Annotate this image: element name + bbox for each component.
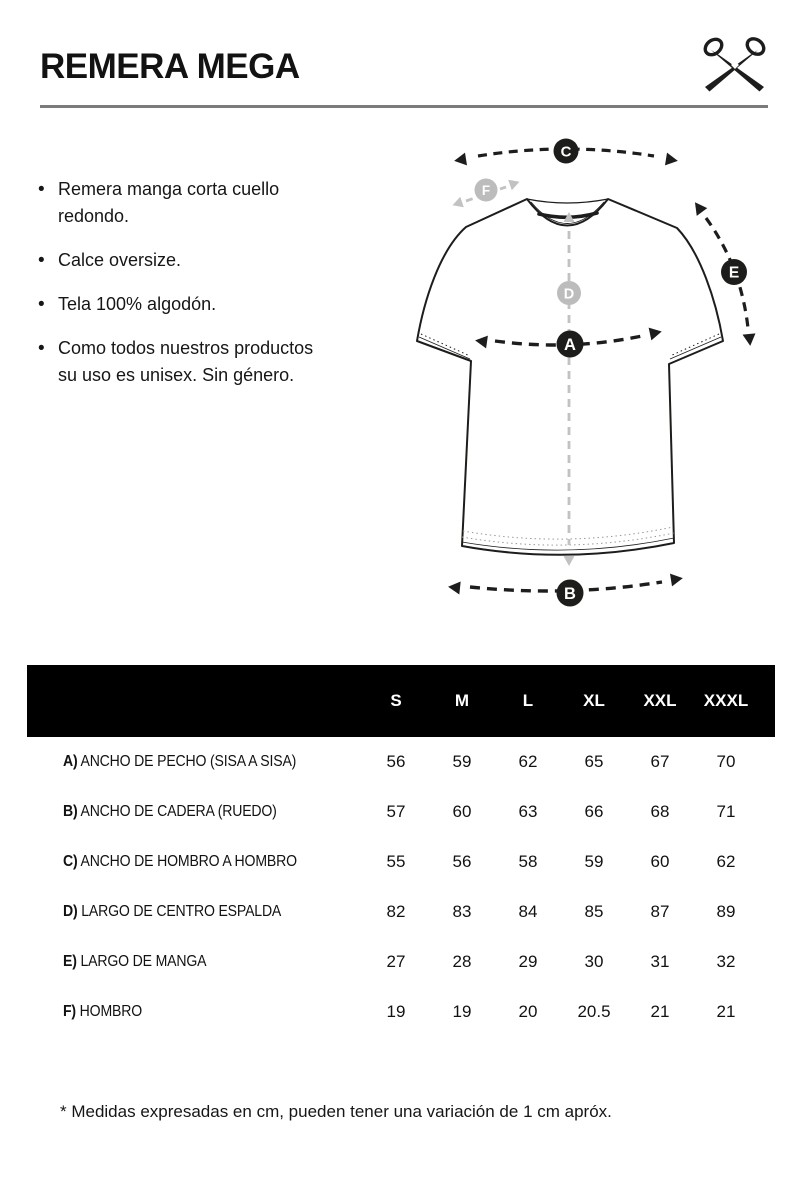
- cell-value: 20: [518, 1002, 538, 1021]
- cell-value: 55: [386, 852, 406, 871]
- cell-value: 65: [584, 752, 604, 771]
- cell-value: 20.5: [577, 1002, 611, 1021]
- cell-value: 29: [518, 952, 538, 971]
- scissors-icon: [696, 30, 772, 98]
- cell-value: 62: [716, 852, 736, 871]
- cell-value: 87: [650, 902, 670, 921]
- marker-b-label: B: [564, 584, 576, 603]
- cell-value: 32: [716, 952, 736, 971]
- cell-value: 82: [386, 902, 406, 921]
- size-table-header: [27, 665, 775, 737]
- row-label: LARGO DE MANGA: [80, 953, 207, 970]
- measurements-footnote: * Medidas expresadas en cm, pueden tener una variación de 1 cm apróx.: [60, 1102, 612, 1121]
- cell-value: 19: [452, 1002, 472, 1021]
- cell-value: 21: [650, 1002, 670, 1021]
- cell-value: 57: [386, 802, 406, 821]
- row-label: ANCHO DE HOMBRO A HOMBRO: [80, 853, 297, 870]
- cell-value: 59: [584, 852, 604, 871]
- cell-value: 89: [716, 902, 736, 921]
- cell-value: 21: [716, 1002, 736, 1021]
- cell-value: 59: [452, 752, 472, 771]
- cell-value: 66: [584, 802, 604, 821]
- row-key: D): [63, 903, 78, 920]
- row-label: ANCHO DE CADERA (RUEDO): [80, 803, 277, 820]
- table-row: [27, 737, 775, 787]
- marker-d-label: D: [563, 286, 575, 303]
- row-label: LARGO DE CENTRO ESPALDA: [81, 903, 282, 920]
- cell-value: 85: [584, 902, 604, 921]
- page-title: REMERA MEGA: [40, 47, 300, 86]
- size-col-xl: XL: [583, 691, 605, 710]
- table-row: [27, 837, 775, 887]
- cell-value: 30: [584, 952, 604, 971]
- header-divider: [40, 105, 768, 108]
- product-description-list: [38, 176, 323, 406]
- cell-value: 71: [716, 802, 736, 821]
- cell-value: 70: [716, 752, 736, 771]
- row-label: ANCHO DE PECHO (SISA A SISA): [80, 753, 297, 770]
- cell-value: 84: [518, 902, 538, 921]
- cell-value: 62: [518, 752, 538, 771]
- marker-c-label: C: [560, 143, 572, 161]
- table-row: [27, 787, 775, 837]
- list-item: • Calce oversize.: [38, 247, 323, 274]
- table-row: [27, 987, 775, 1037]
- row-label: HOMBRO: [79, 1003, 142, 1020]
- tshirt-measurement-diagram: [395, 130, 765, 615]
- cell-value: 56: [452, 852, 472, 871]
- marker-a-label: A: [564, 335, 576, 354]
- row-key: E): [63, 953, 77, 970]
- row-key: F): [63, 1003, 76, 1020]
- marker-f-label: F: [481, 183, 491, 198]
- cell-value: 67: [650, 752, 670, 771]
- table-row: [27, 937, 775, 987]
- size-col-xxxl: XXXL: [703, 691, 749, 710]
- size-table: [27, 665, 775, 1037]
- cell-value: 68: [650, 802, 670, 821]
- row-key: A): [63, 753, 78, 770]
- size-col-m: M: [454, 691, 470, 710]
- cell-value: 28: [452, 952, 472, 971]
- cell-value: 27: [386, 952, 406, 971]
- cell-value: 60: [650, 852, 670, 871]
- list-item: • Como todos nuestros productos su uso es unisex. Sin género.: [38, 335, 323, 389]
- row-key: C): [63, 853, 78, 870]
- cell-value: 19: [386, 1002, 406, 1021]
- list-item: • Remera manga corta cuello redondo.: [38, 176, 323, 230]
- cell-value: 63: [518, 802, 538, 821]
- table-row: [27, 887, 775, 937]
- size-col-s: S: [390, 691, 402, 710]
- cell-value: 56: [386, 752, 406, 771]
- cell-value: 60: [452, 802, 472, 821]
- cell-value: 58: [518, 852, 538, 871]
- row-key: B): [63, 803, 78, 820]
- cell-value: 31: [650, 952, 670, 971]
- list-item: • Tela 100% algodón.: [38, 291, 323, 318]
- size-col-xxl: XXL: [643, 691, 677, 710]
- marker-e-label: E: [728, 264, 740, 282]
- size-col-l: L: [522, 691, 534, 710]
- cell-value: 83: [452, 902, 472, 921]
